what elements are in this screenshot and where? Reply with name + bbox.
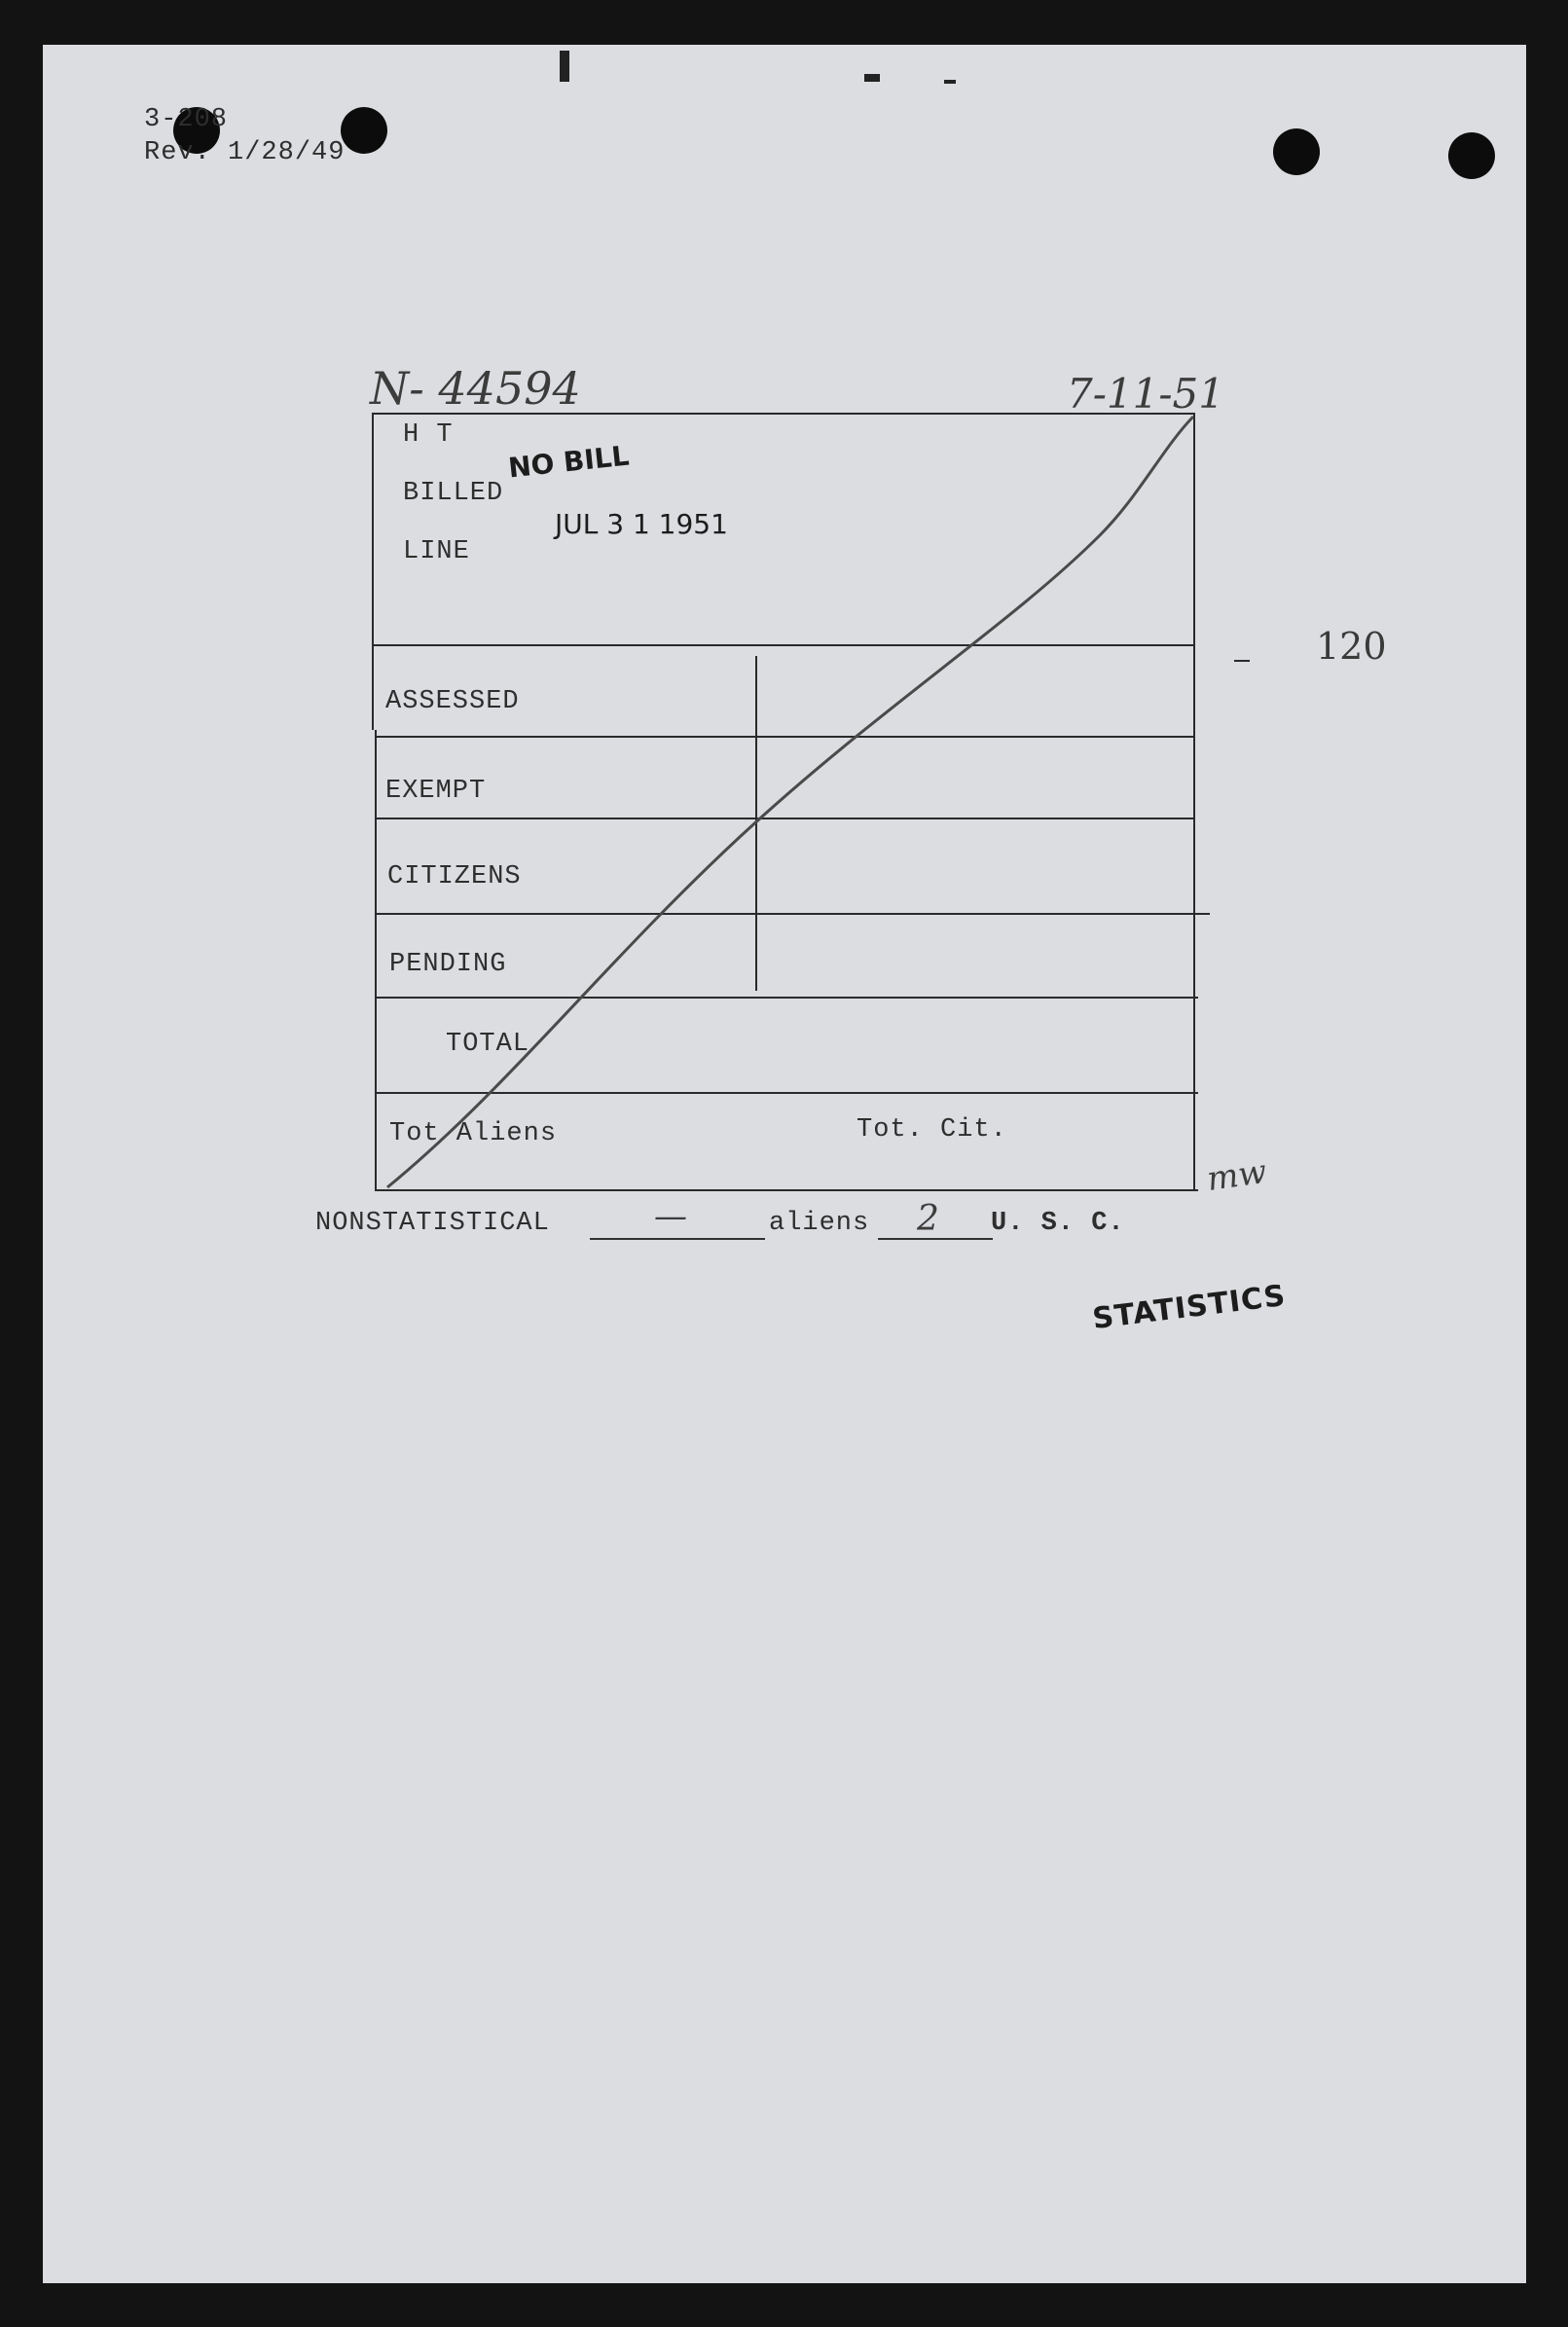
form-revision: Rev. 1/28/49 [144, 138, 346, 167]
line-label: LINE [403, 537, 470, 566]
usc-label: U. S. C. [991, 1209, 1125, 1238]
usc-count-value: 2 [917, 1199, 939, 1239]
ht-label: H T [403, 420, 454, 450]
row-label-exempt: EXEMPT [385, 777, 487, 806]
total-label: TOTAL [446, 1030, 530, 1059]
tot-aliens-label: Tot Aliens [389, 1119, 558, 1148]
date-stamp: JUL 3 1 1951 [555, 508, 728, 540]
nonstat-aliens-blank [590, 1238, 765, 1240]
handwritten-initials: mw [1204, 1151, 1269, 1200]
row-label-citizens: CITIZENS [387, 862, 522, 891]
statistics-stamp: STATISTICS [1090, 1278, 1289, 1337]
row-label-assessed: ASSESSED [385, 687, 520, 716]
billed-label: BILLED [403, 479, 504, 508]
form-number: 3-208 [144, 105, 229, 134]
side-number: 120 [1316, 625, 1387, 668]
tot-cit-label: Tot. Cit. [857, 1115, 1007, 1145]
file-number: N- 44594 [370, 362, 581, 415]
aliens-label: aliens [769, 1209, 870, 1238]
nonstatistical-label: NONSTATISTICAL [315, 1209, 550, 1238]
handwritten-date: 7-11-51 [1067, 370, 1224, 418]
nonstat-aliens-value: — [654, 1197, 687, 1236]
row-label-pending: PENDING [389, 950, 507, 979]
no-bill-stamp: NO BILL [506, 439, 631, 485]
